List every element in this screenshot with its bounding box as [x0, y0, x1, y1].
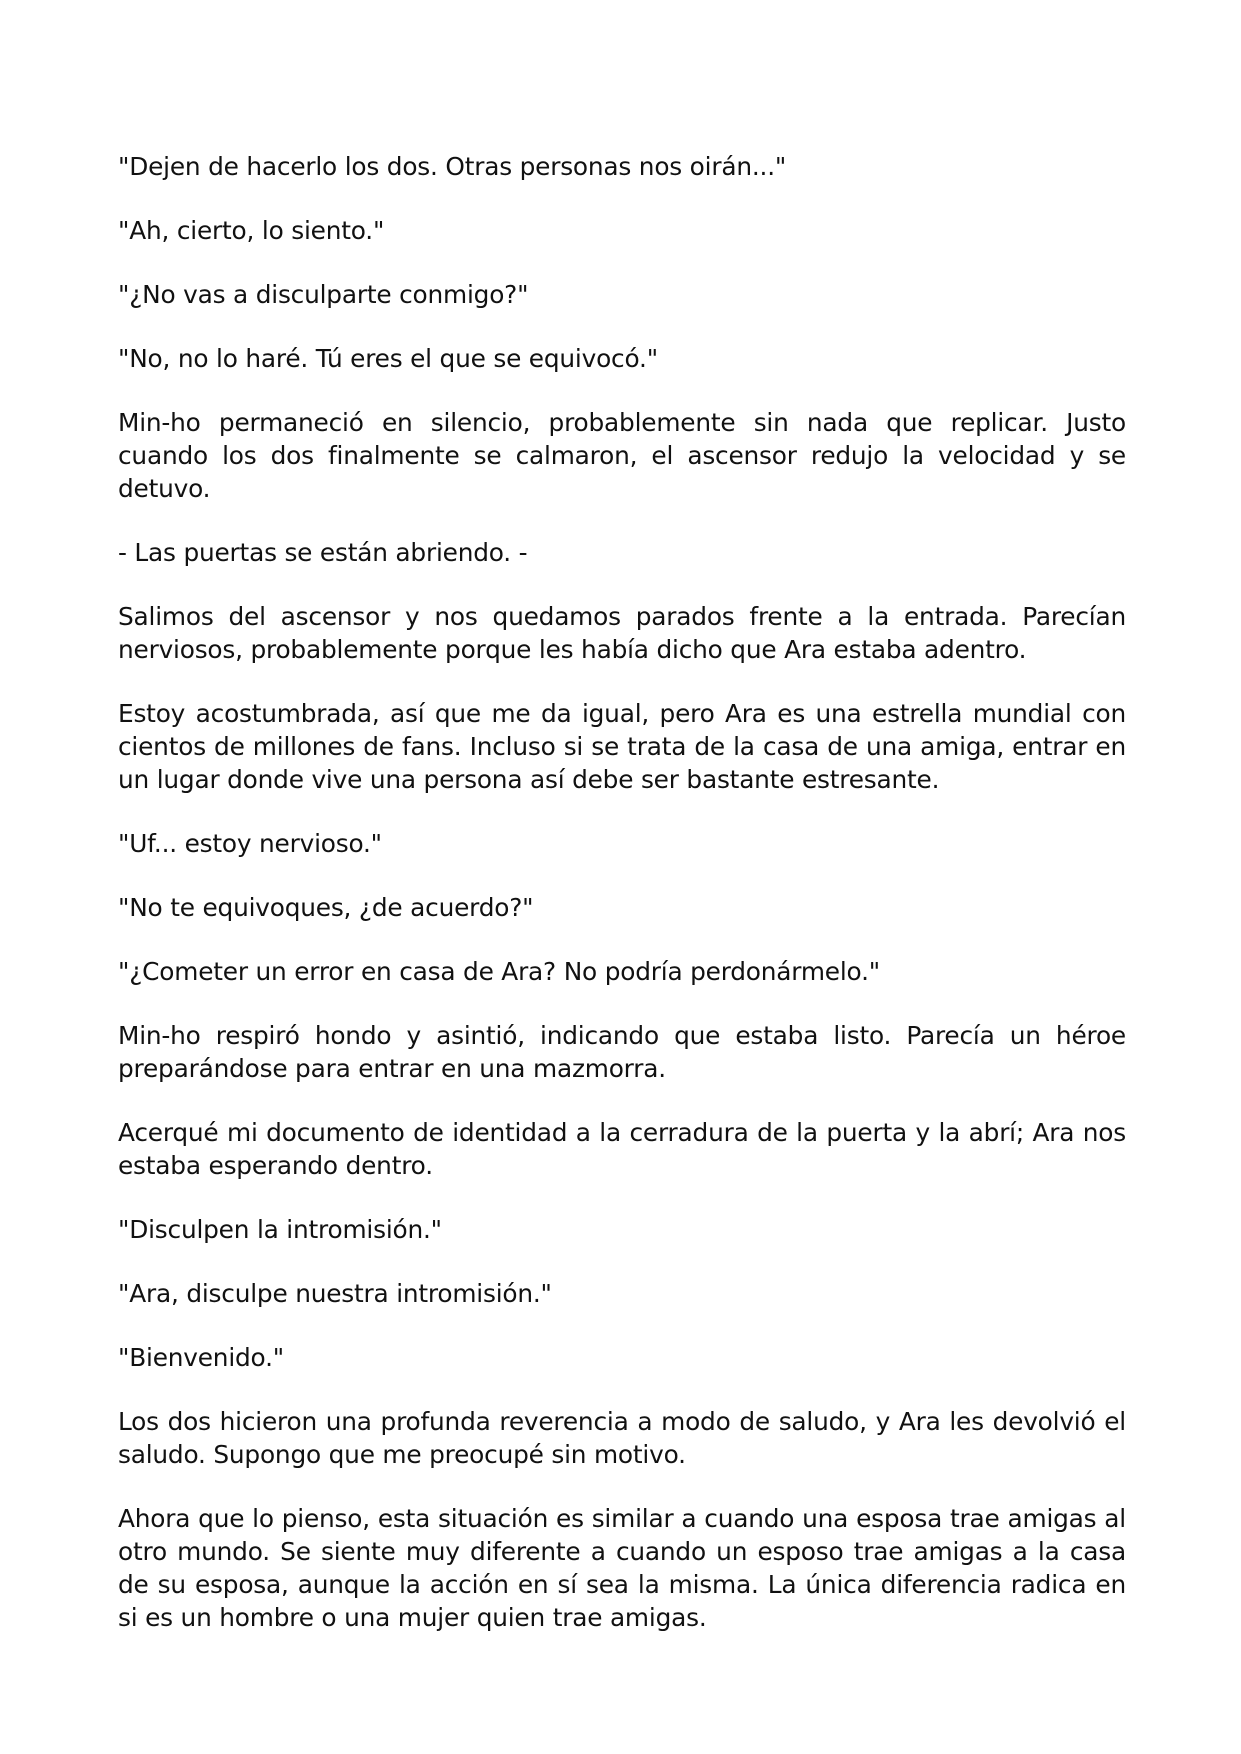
dialogue-paragraph: "No, no lo haré. Tú eres el que se equivocó."	[118, 344, 658, 373]
dialogue-paragraph: "¿Cometer un error en casa de Ara? No podría perdonármelo."	[118, 957, 880, 986]
dialogue-paragraph: "Ah, cierto, lo siento."	[118, 216, 385, 245]
dialogue-paragraph: "Uf... estoy nervioso."	[118, 829, 382, 858]
narrative-paragraph: Estoy acostumbrada, así que me da igual, pero Ara es una estrella mundial con cientos de millones de fans. Incluso si se trata de la casa de una amiga, entrar en un lugar donde vive una persona así debe ser bastante estresante.	[118, 699, 1126, 794]
dialogue-paragraph: "Bienvenido."	[118, 1343, 284, 1372]
narrative-paragraph: Min-ho respiró hondo y asintió, indicando que estaba listo. Parecía un héroe preparándose para entrar en una mazmorra.	[118, 1021, 1126, 1083]
body-text	[118, 150, 1126, 1665]
dialogue-paragraph: "Dejen de hacerlo los dos. Otras personas nos oirán..."	[118, 152, 787, 181]
narrative-paragraph: Acerqué mi documento de identidad a la cerradura de la puerta y la abrí; Ara nos estaba esperando dentro.	[118, 1118, 1126, 1180]
narrative-paragraph: Ahora que lo pienso, esta situación es similar a cuando una esposa trae amigas al otro mundo. Se siente muy diferente a cuando un esposo trae amigas a la casa de su esposa, aunque la acción en sí sea la misma. La única diferencia radica en si es un hombre o una mujer quien trae amigas.	[118, 1504, 1126, 1632]
narrative-paragraph: Los dos hicieron una profunda reverencia a modo de saludo, y Ara les devolvió el saludo. Supongo que me preocupé sin motivo.	[118, 1407, 1126, 1469]
system-message-paragraph: - Las puertas se están abriendo. -	[118, 538, 528, 567]
dialogue-paragraph: "Disculpen la intromisión."	[118, 1215, 442, 1244]
dialogue-paragraph: "No te equivoques, ¿de acuerdo?"	[118, 893, 534, 922]
dialogue-paragraph: "Ara, disculpe nuestra intromisión."	[118, 1279, 552, 1308]
narrative-paragraph: Min-ho permaneció en silencio, probablemente sin nada que replicar. Justo cuando los dos finalmente se calmaron, el ascensor redujo la velocidad y se detuvo.	[118, 408, 1126, 503]
dialogue-paragraph: "¿No vas a disculparte conmigo?"	[118, 280, 529, 309]
narrative-paragraph: Salimos del ascensor y nos quedamos parados frente a la entrada. Parecían nerviosos, probablemente porque les había dicho que Ara estaba adentro.	[118, 602, 1126, 664]
